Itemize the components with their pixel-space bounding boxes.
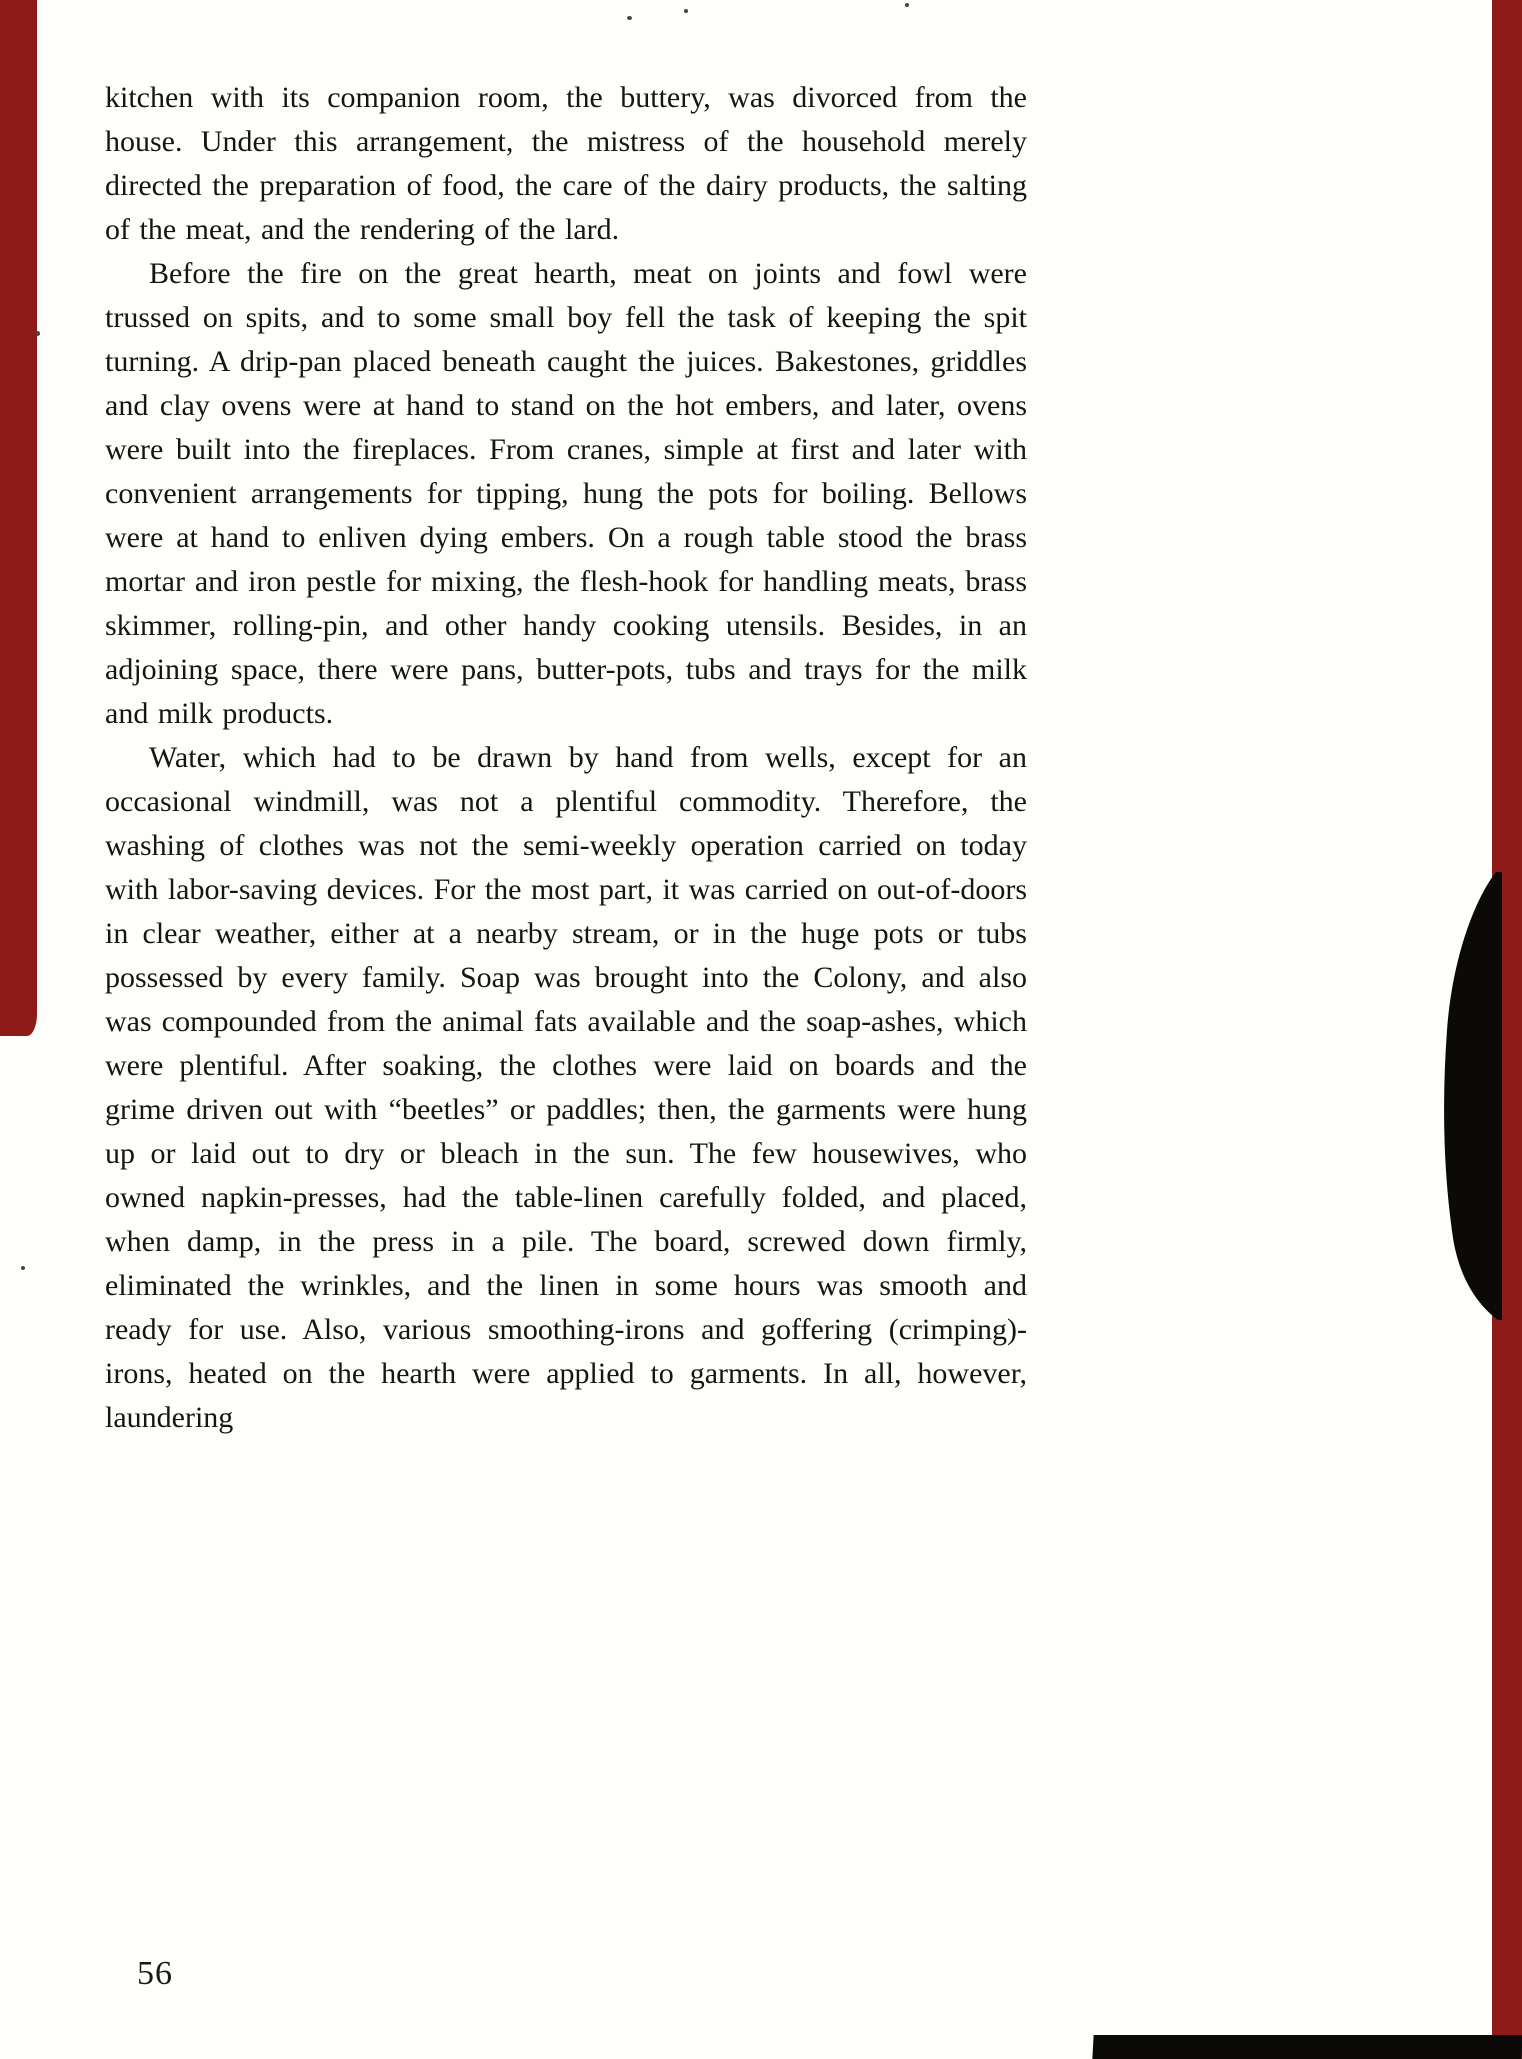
dust-speck [36, 331, 40, 336]
text-block [105, 76, 1027, 1440]
paragraph-kitchen-buttery: kitchen with its companion room, the buttery, was divorced from the house. Under this arrangement, the mistress of the household merely directed the preparation of food, the care of the dairy products, the salting of the meat, and the rendering of the lard. [105, 81, 1027, 246]
page-number: 56 [137, 1955, 173, 1992]
dust-speck [905, 3, 909, 7]
bottom-scan-shadow-bar [1092, 2035, 1522, 2059]
dust-speck [627, 16, 632, 20]
ink-smudge-artifact [1440, 872, 1502, 1320]
dust-speck [21, 1266, 25, 1270]
left-binding-red-bar [0, 0, 37, 1036]
paragraph-hearth-cooking: Before the fire on the great hearth, meat on joints and fowl were trussed on spits, and to some small boy fell the task of keeping the spit turning. A drip-pan placed beneath caught the juices. Bakestones, griddles and clay ovens were at hand to stand on the hot embers, and later, ovens were built into the fireplaces. From cranes, simple at first and later with convenient arrangements for tipping, hung the pots for boiling. Bellows were at hand to enliven dying embers. On a rough table stood the brass mortar and iron pestle for mixing, the flesh-hook for handling meats, brass skimmer, rolling-pin, and other handy cooking utensils. Besides, in an adjoining space, there were pans, butter-pots, tubs and trays for the milk and milk products. [105, 257, 1027, 730]
dust-speck [684, 9, 688, 13]
paragraph-water-laundry: Water, which had to be drawn by hand from wells, except for an occasional windmill, was not a plentiful commodity. Therefore, the washing of clothes was not the semi-weekly operation carried on today with labor-saving devices. For the most part, it was carried on out-of-doors in clear weather, either at a nearby stream, or in the huge pots or tubs possessed by every family. Soap was brought into the Colony, and also was compounded from the animal fats available and the soap-ashes, which were plentiful. After soaking, the clothes were laid on boards and the grime driven out with “beetles” or paddles; then, the garments were hung up or laid out to dry or bleach in the sun. The few housewives, who owned napkin-presses, had the table-linen carefully folded, and placed, when damp, in the press in a pile. The board, screwed down firmly, eliminated the wrinkles, and the linen in some hours was smooth and ready for use. Also, various smoothing-irons and goffering (crimping)-irons, heated on the hearth were applied to garments. In all, however, laundering [105, 741, 1028, 1434]
